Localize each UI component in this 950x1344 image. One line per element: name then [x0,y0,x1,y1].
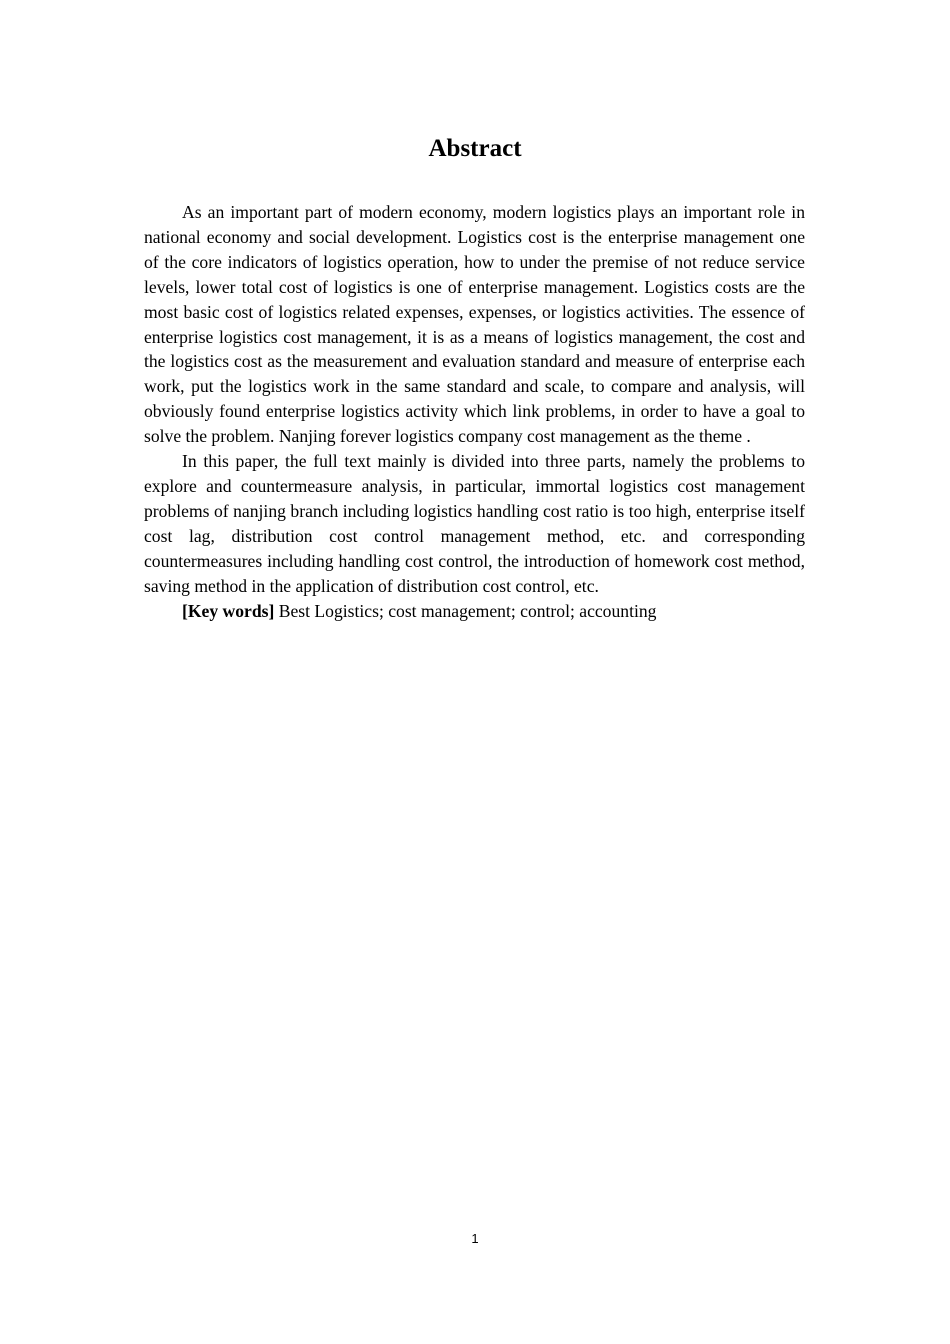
abstract-paragraph-1: As an important part of modern economy, modern logistics plays an important role in national economy and social development. Logistics cost is the enterprise management one of the core indicators of logistics operation, how to under the premise of not reduce service levels, lower total cost of logistics is one of enterprise management. Logistics costs are the most basic cost of logistics related expenses, expenses, or logistics activities. The essence of enterprise logistics cost management, it is as a means of logistics management, the cost and the logistics cost as the measurement and evaluation standard and measure of enterprise each work, put the logistics work in the same standard and scale, to compare and analysis, will obviously found enterprise logistics activity which link problems, in order to have a goal to solve the problem. Nanjing forever logistics company cost management as the theme . [144,202,805,447]
abstract-title: Abstract [428,135,522,162]
abstract-paragraph-2: In this paper, the full text mainly is divided into three parts, namely the problems to explore and countermeasure analysis, in particular, immortal logistics cost management problems of nanjing branch including logistics handling cost ratio is too high, enterprise itself cost lag, distribution cost control management method, etc. and corresponding countermeasures including handling cost control, the introduction of homework cost method, saving method in the application of distribution cost control, etc. [144,451,805,596]
keywords-line [144,599,805,624]
keywords-label: [Key words] [182,600,275,621]
abstract-body [144,200,805,623]
keywords-text: Best Logistics; cost management; control; accounting [274,600,657,621]
page-number: 1 [471,1231,479,1246]
